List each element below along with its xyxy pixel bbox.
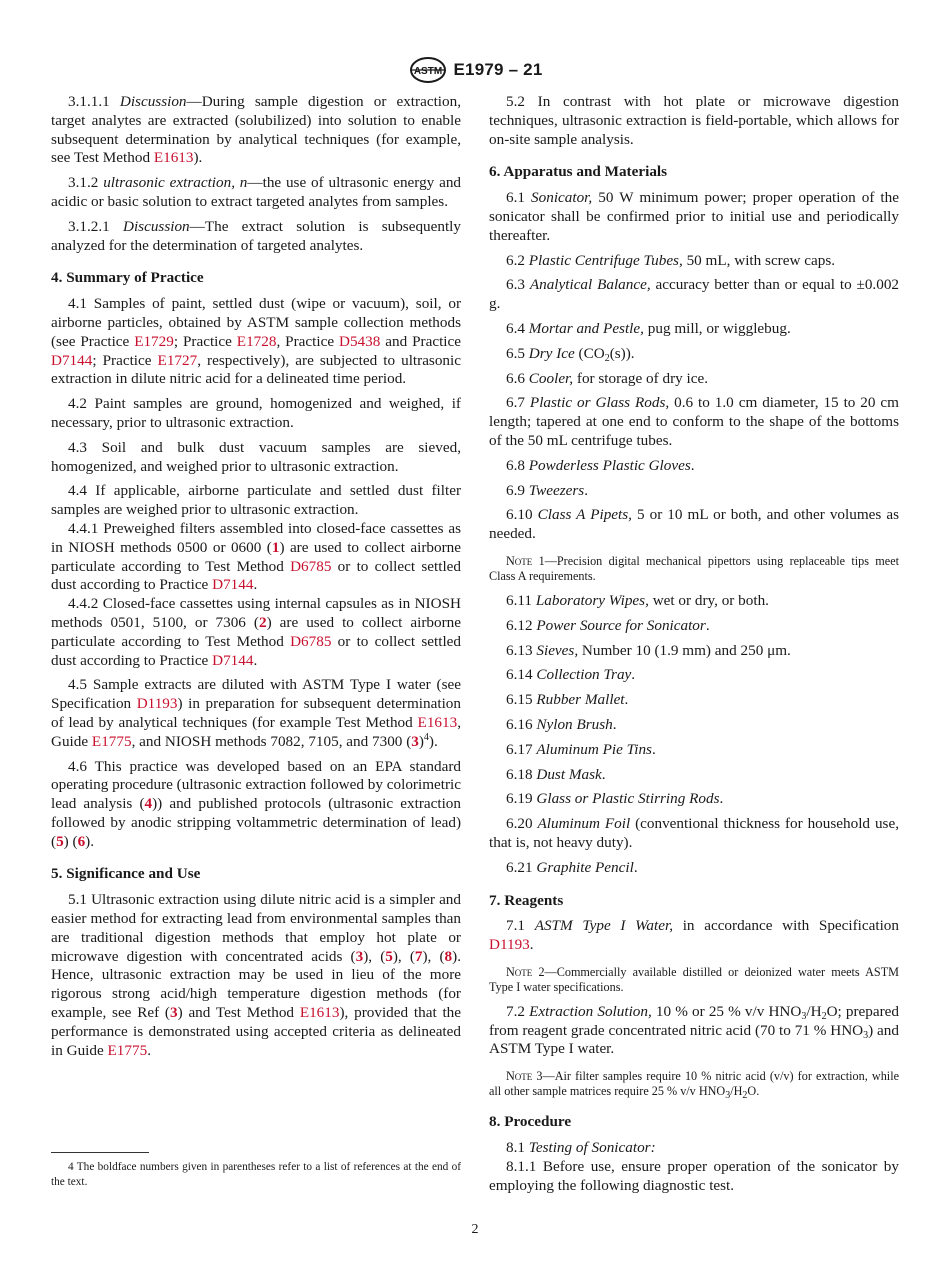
para-4-4: 4.4 If applicable, airborne particulate and settled dust filter samples are weighed prior to ultrasonic extraction. xyxy=(51,482,461,519)
para-3-1-2: 3.1.2 ultrasonic extraction, n—the use of ultrasonic energy and acidic or basic solution to extract targeted analytes from samples. xyxy=(51,174,462,210)
ref-5[interactable]: 5 xyxy=(385,947,393,965)
document-designation: E1979 – 21 xyxy=(453,60,543,79)
astm-logo-icon xyxy=(408,56,448,84)
ref-1[interactable]: 1 xyxy=(271,538,280,556)
para-7-1: 7.1 ASTM Type I Water, in accordance with Specification D1193. xyxy=(489,917,899,954)
item-6-17: 6.17 Aluminum Pie Tins. xyxy=(506,740,656,758)
para-4-4-2: 4.4.2 Closed-face cassettes using internal capsules as in NIOSH methods 0501, 5100, or 7306 (2) are used to collect airborne particulate according to Test Method D6785 or to collect settled dust according to Practice D7144. xyxy=(51,595,461,669)
item-6-2: 6.2 Plastic Centrifuge Tubes, 50 mL, with screw caps. xyxy=(506,251,836,269)
item-6-1: 6.1 Sonicator, 50 W minimum power; proper operation of the sonicator shall be confirmed prior to initial use and periodically thereafter. xyxy=(489,189,899,244)
link-d1193[interactable]: D1193 xyxy=(136,695,178,713)
ref-7[interactable]: 7 xyxy=(414,947,423,965)
footnote-marker[interactable]: 4 xyxy=(423,731,429,743)
item-6-13: 6.13 Sieves, Number 10 (1.9 mm) and 250 μm. xyxy=(506,641,791,659)
item-6-16: 6.16 Nylon Brush. xyxy=(506,715,617,733)
section-8-heading: 8. Procedure xyxy=(489,1113,572,1131)
item-6-6: 6.6 Cooler, for storage of dry ice. xyxy=(506,369,709,387)
item-6-15: 6.15 Rubber Mallet. xyxy=(506,691,629,709)
para-4-6: 4.6 This practice was developed based on an EPA standard operating procedure (ultrasonic extraction followed by colorimetric lead analysis (4)) and published protocols (ultrasonic extraction followed by anodic stripping voltammetric determination of lead) (5) (6). xyxy=(51,757,461,850)
link-e1613[interactable]: E1613 xyxy=(417,713,458,731)
item-6-12: 6.12 Power Source for Sonicator. xyxy=(506,616,710,634)
link-d6785[interactable]: D6785 xyxy=(290,557,332,575)
link-e1613[interactable]: E1613 xyxy=(153,149,194,167)
link-d1193[interactable]: D1193 xyxy=(489,936,530,954)
item-6-4: 6.4 Mortar and Pestle, pug mill, or wigglebug. xyxy=(506,319,791,337)
link-e1728[interactable]: E1728 xyxy=(236,332,277,350)
ref-6[interactable]: 6 xyxy=(77,832,86,850)
ref-3[interactable]: 3 xyxy=(411,732,419,750)
note-2: Note 2—Commercially available distilled or deionized water meets ASTM Type I water specifications. xyxy=(489,964,899,994)
para-3-1-1-1: 3.1.1.1 Discussion—During sample digestion or extraction, target analytes are extracted (solubilized) into solution to enable subsequent determination by analytical techniques (for example, see Test Method E1613). xyxy=(51,93,461,167)
para-5-2: 5.2 In contrast with hot plate or microwave digestion techniques, ultrasonic extraction is field-portable, which allows for on-site sample analysis. xyxy=(489,93,899,148)
link-d5438[interactable]: D5438 xyxy=(338,332,381,350)
section-5-heading: 5. Significance and Use xyxy=(51,865,201,883)
page-header xyxy=(0,55,950,85)
para-8-1: 8.1 Testing of Sonicator: xyxy=(506,1139,656,1157)
link-e1613[interactable]: E1613 xyxy=(299,1004,340,1022)
section-7-heading: 7. Reagents xyxy=(489,891,564,909)
link-e1729[interactable]: E1729 xyxy=(134,332,174,350)
item-6-7: 6.7 Plastic or Glass Rods, 0.6 to 1.0 cm diameter, 15 to 20 cm length; tapered at one end to conform to the shape of the bottoms of the 50 mL centrifuge tubes. xyxy=(489,394,899,449)
item-6-3: 6.3 Analytical Balance, accuracy better than or equal to ±0.002 g. xyxy=(489,276,900,313)
note-3: Note 3—Air filter samples require 10 % nitric acid (v/v) for extraction, while all other sample matrices require 25 % v/v $HNO_3/H_2O$. xyxy=(489,1069,899,1102)
ref-5[interactable]: 5 xyxy=(56,832,64,850)
link-d7144[interactable]: D7144 xyxy=(212,651,254,669)
item-6-8: 6.8 Powderless Plastic Gloves. xyxy=(506,456,695,474)
item-6-10: 6.10 Class A Pipets, 5 or 10 mL or both, and other volumes as needed. xyxy=(489,506,899,543)
right-column xyxy=(489,93,899,1201)
para-4-4-1: 4.4.1 Preweighed filters assembled into closed-face cassettes as in NIOSH methods 0500 or 0600 (1) are used to collect airborne particulate according to Test Method D6785 or to collect settled dust according to Practice D7144. xyxy=(51,519,461,594)
link-e1775[interactable]: E1775 xyxy=(91,732,132,750)
item-6-11: 6.11 Laboratory Wipes, wet or dry, or both. xyxy=(506,591,769,609)
link-e1775[interactable]: E1775 xyxy=(107,1041,148,1059)
note-1: Note 1—Precision digital mechanical pipettors using replaceable tips meet Class A requirements. xyxy=(489,553,899,583)
para-4-3: 4.3 Soil and bulk dust vacuum samples are sieved, homogenized, and weighed prior to ultrasonic extraction. xyxy=(51,438,461,475)
item-6-21: 6.21 Graphite Pencil. xyxy=(506,858,638,876)
link-e1727[interactable]: E1727 xyxy=(157,351,198,369)
svg-text:ASTM: ASTM xyxy=(413,66,442,77)
para-7-2: 7.2 Extraction Solution, 10 % or 25 % v/v $HNO_3/H_2O$; prepared from reagent grade concentrated nitric acid (70 to 71 % $HNO_3$) and ASTM Type I water. xyxy=(489,1002,900,1058)
link-d7144[interactable]: D7144 xyxy=(212,576,254,594)
link-d7144[interactable]: D7144 xyxy=(51,351,93,369)
link-d6785[interactable]: D6785 xyxy=(290,632,332,650)
item-6-18: 6.18 Dust Mask. xyxy=(506,765,606,783)
item-6-19: 6.19 Glass or Plastic Stirring Rods. xyxy=(506,790,724,808)
para-4-1: 4.1 Samples of paint, settled dust (wipe or vacuum), soil, or airborne particles, obtained by ASTM sample collection methods (see Practice E1729; Practice E1728, Practice D5438 and Practice D7144; Practice E1727, respectively), are subjected to ultrasonic extraction in dilute nitric acid for a delineated time period. xyxy=(51,295,461,388)
para-8-1-1: 8.1.1 Before use, ensure proper operation of the sonicator by employing the following diagnostic test. xyxy=(489,1157,899,1194)
section-6-heading: 6. Apparatus and Materials xyxy=(489,163,668,181)
ref-3[interactable]: 3 xyxy=(170,1004,178,1022)
item-6-20: 6.20 Aluminum Foil (conventional thickness for household use, that is, not heavy duty). xyxy=(489,815,899,851)
item-6-5: 6.5 Dry Ice $(CO_2(s))$. xyxy=(506,344,635,364)
section-4-heading: 4. Summary of Practice xyxy=(51,269,204,287)
footnote-4: 4 The boldface numbers given in parentheses refer to a list of references at the end of the text. xyxy=(51,1161,461,1188)
para-4-2: 4.2 Paint samples are ground, homogenized and weighed, if necessary, prior to ultrasonic extraction. xyxy=(51,395,461,431)
ref-2[interactable]: 2 xyxy=(258,613,267,631)
ref-3[interactable]: 3 xyxy=(355,947,364,965)
page-number: 2 xyxy=(471,1222,479,1237)
left-column xyxy=(51,93,461,1066)
ref-8[interactable]: 8 xyxy=(444,947,453,965)
para-4-5: 4.5 Sample extracts are diluted with ASTM Type I water (see Specification D1193) in preparation for subsequent determination of lead by analytical techniques (for example Test Method E1613, Guide E1775, and NIOSH methods 7082, 7105, and 7300 $(3)^4$). xyxy=(51,676,461,750)
item-6-14: 6.14 Collection Tray. xyxy=(506,666,636,684)
para-5-1: 5.1 Ultrasonic extraction using dilute nitric acid is a simpler and easier method for extracting lead from environmental samples than are traditional digestion methods that employ hot plate or microwave digestion with concentrated acids (3), (5), (7), (8). Hence, ultrasonic extraction may be used in lieu of the more rigorous strong acid/high temperature digestion methods (for example, see Ref (3) and Test Method E1613), provided that the performance is demonstrated using accepted criteria as delineated in Guide E1775. xyxy=(51,891,462,1059)
footnote-divider xyxy=(51,1152,149,1153)
ref-4[interactable]: 4 xyxy=(144,795,153,813)
para-3-1-2-1: 3.1.2.1 Discussion—The extract solution is subsequently analyzed for the determination of targeted analytes. xyxy=(51,217,461,254)
item-6-9: 6.9 Tweezers. xyxy=(506,481,588,499)
